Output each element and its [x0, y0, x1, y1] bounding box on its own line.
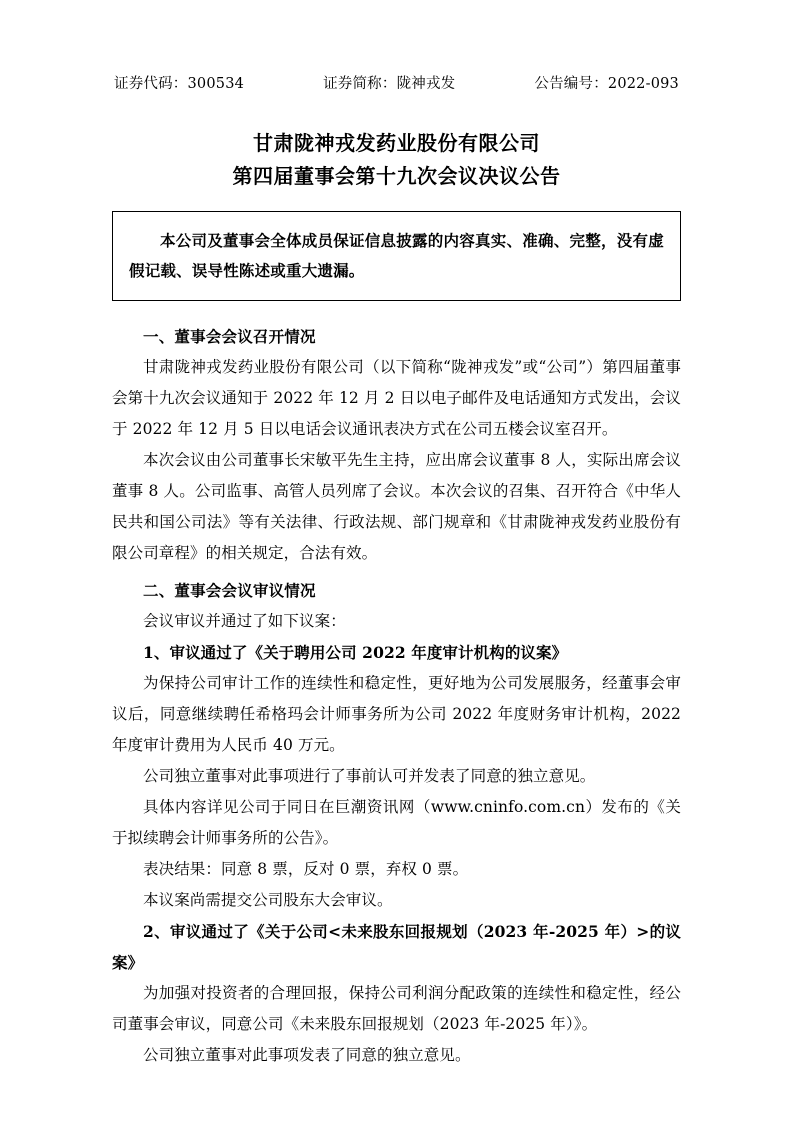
proposal-1-paragraph-5: 本议案尚需提交公司股东大会审议。 — [143, 891, 393, 910]
section-1-paragraph-2: 本次会议由公司董事长宋敏平先生主持，应出席会议董事 8 人，实际出席会议董事 8 人。公司监事、高管人员列席了会议。本次会议的召集、召开符合《中华人民共和国公司法》等有关法律、行政法规、部门规章和《甘肃陇神戎发药业股份有限公司章程》的相关规定，合法有效。 — [112, 451, 681, 563]
security-code: 证券代码：300534 — [114, 76, 245, 92]
proposal-2-paragraph-2: 公司独立董事对此事项发表了同意的独立意见。 — [143, 1046, 471, 1065]
section-heading-2: 二、董事会会议审议情况 — [143, 581, 316, 601]
proposal-2-paragraph-1: 为加强对投资者的合理回报，保持公司利润分配政策的连续性和稳定性，经公司董事会审议，同意公司《未来股东回报规划（2023 年-2025 年）》。 — [112, 984, 681, 1034]
page-title — [112, 127, 681, 193]
title-line-2: 第四届董事会第十九次会议决议公告 — [232, 164, 561, 188]
security-name: 证券简称：陇神戎发 — [323, 76, 456, 92]
proposal-1-heading: 1、审议通过了《关于聘用公司 2022 年度审计机构的议案》 — [143, 643, 568, 663]
proposal-1-paragraph-3: 具体内容详见公司于同日在巨潮资讯网（www.cninfo.com.cn）发布的《关于拟续聘会计师事务所的公告》。 — [112, 798, 681, 848]
disclaimer-text: 本公司及董事会全体成员保证信息披露的内容真实、准确、完整，没有虚假记载、误导性陈述或重大遗漏。 — [129, 231, 664, 281]
section-heading-1: 一、董事会会议召开情况 — [143, 327, 316, 347]
proposal-2-heading: 2、审议通过了《关于公司<未来股东回报规划（2023 年-2025 年）>的议案》 — [112, 922, 681, 973]
disclaimer-box — [112, 211, 681, 301]
document-body — [112, 321, 681, 1071]
announcement-number: 公告编号：2022-093 — [534, 76, 679, 92]
document-header — [112, 72, 681, 93]
proposal-1-vote-result: 表决结果：同意 8 票，反对 0 票，弃权 0 票。 — [143, 860, 469, 879]
proposal-1-paragraph-2: 公司独立董事对此事项进行了事前认可并发表了同意的独立意见。 — [143, 767, 596, 786]
title-line-1: 甘肃陇神戎发药业股份有限公司 — [253, 131, 540, 155]
section-2-paragraph-1: 会议审议并通过了如下议案： — [143, 612, 346, 631]
section-1-paragraph-1: 甘肃陇神戎发药业股份有限公司（以下简称“陇神戎发”或“公司”）第四届董事会第十九次会议通知于 2022 年 12 月 2 日以电子邮件及电话通知方式发出，会议于 2022 年 12 月 5 日以电话会议通讯表决方式在公司五楼会议室召开。 — [112, 358, 681, 439]
proposal-1-paragraph-1: 为保持公司审计工作的连续性和稳定性，更好地为公司发展服务，经董事会审议后，同意继续聘任希格玛会计师事务所为公司 2022 年度财务审计机构，2022 年度审计费用为人民币 40 万元。 — [112, 674, 681, 755]
